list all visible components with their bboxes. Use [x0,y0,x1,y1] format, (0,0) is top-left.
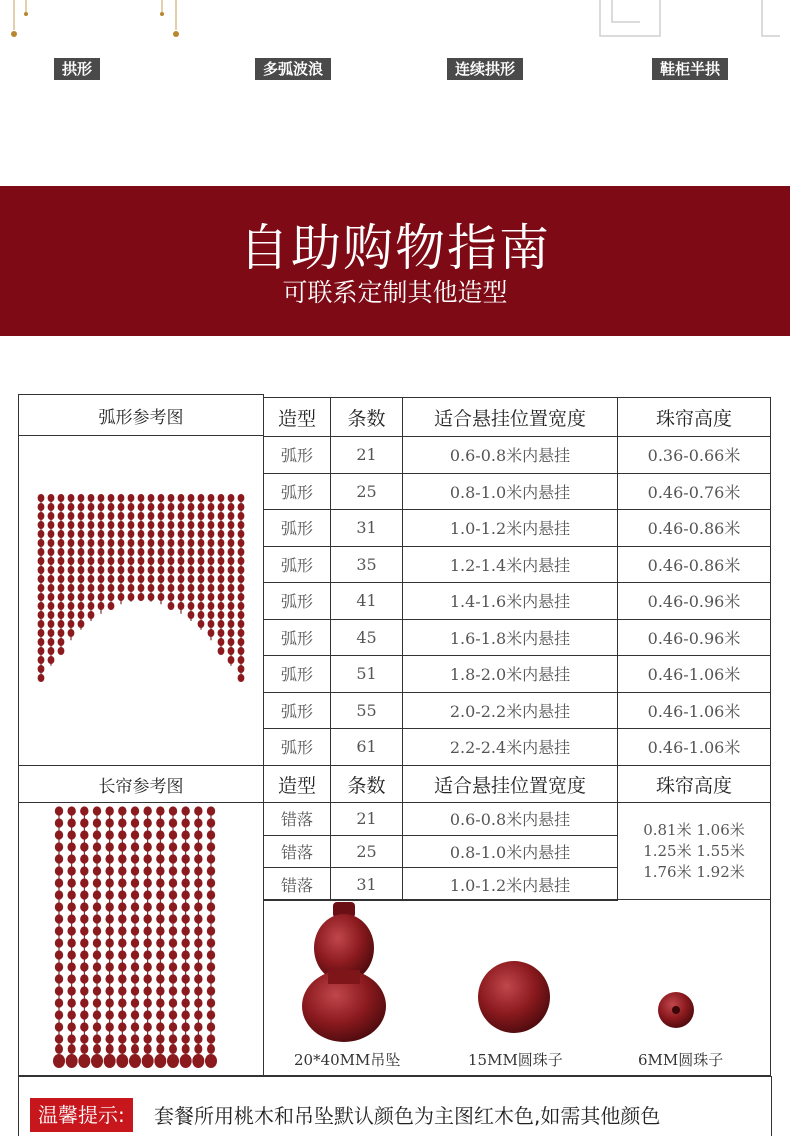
arc-cell-height: 0.46-1.06米 [617,655,771,693]
arc-cell-shape: 弧形 [263,473,331,511]
style-preview-images [0,0,790,50]
bead-caption-6mm: 6MM圆珠子 [638,1051,724,1069]
arc-cell-count: 45 [330,619,403,657]
arc-cell-shape: 弧形 [263,546,331,584]
arc-cell-height: 0.46-0.96米 [617,619,771,657]
arc-cell-count: 21 [330,436,403,474]
arc-cell-height: 0.46-1.06米 [617,728,771,766]
long-height-line: 0.81米 1.06米 [643,820,745,839]
arc-cell-width: 1.4-1.6米内悬挂 [402,582,618,620]
arc-cell-shape: 弧形 [263,728,331,766]
arc-cell-shape: 弧形 [263,692,331,730]
arc-cell-height: 0.36-0.66米 [617,436,771,474]
arc-cell-count: 25 [330,473,403,511]
arc-header-count: 条数 [330,397,403,437]
long-header-shape: 造型 [263,765,331,803]
style-label-multi-wave: 多弧波浪 [255,58,331,80]
gourd-pendant-icon [302,902,386,1042]
long-cell-width: 0.8-1.0米内悬挂 [402,835,618,869]
arc-cell-width: 2.2-2.4米内悬挂 [402,728,618,766]
arc-header-height: 珠帘高度 [617,397,771,437]
arc-header-shape: 造型 [263,397,331,437]
arc-cell-shape: 弧形 [263,582,331,620]
arc-cell-shape: 弧形 [263,619,331,657]
style-label-shoe-cabinet: 鞋柜半拱 [652,58,728,80]
long-header-count: 条数 [330,765,403,803]
bead-caption-pendant: 20*40MM吊坠 [294,1051,401,1069]
long-header-width: 适合悬挂位置宽度 [402,765,618,803]
style-label-arch: 拱形 [54,58,100,80]
arc-cell-height: 0.46-0.86米 [617,509,771,547]
long-heights-cell [617,802,771,900]
long-cell-count: 31 [330,867,403,901]
round-bead-15mm-icon [478,961,550,1033]
long-cell-shape: 错落 [263,835,331,869]
arc-cell-width: 0.6-0.8米内悬挂 [402,436,618,474]
long-cell-count: 25 [330,835,403,869]
arc-cell-count: 35 [330,546,403,584]
arc-cell-width: 1.2-1.4米内悬挂 [402,546,618,584]
style-label-continuous-arch: 连续拱形 [447,58,523,80]
long-curtain-illustration [19,803,263,1075]
long-height-line: 1.76米 1.92米 [643,862,745,881]
arc-cell-count: 41 [330,582,403,620]
banner-subtitle: 可联系定制其他造型 [282,278,508,307]
tip-label: 温馨提示: [30,1098,133,1132]
arc-header-width: 适合悬挂位置宽度 [402,397,618,437]
long-ref-image [18,802,264,1076]
arc-cell-width: 1.8-2.0米内悬挂 [402,655,618,693]
arc-cell-count: 55 [330,692,403,730]
tip-text: 套餐所用桃木和吊坠默认颜色为主图红木色,如需其他颜色 [154,1104,661,1128]
arc-cell-width: 1.6-1.8米内悬挂 [402,619,618,657]
long-cell-width: 0.6-0.8米内悬挂 [402,802,618,836]
arc-cell-count: 51 [330,655,403,693]
arc-cell-width: 2.0-2.2米内悬挂 [402,692,618,730]
arc-cell-count: 61 [330,728,403,766]
arc-cell-height: 0.46-0.86米 [617,546,771,584]
long-header-height: 珠帘高度 [617,765,771,803]
banner-title: 自助购物指南 [239,219,551,277]
arc-ref-title: 弧形参考图 [18,394,264,436]
arc-cell-width: 0.8-1.0米内悬挂 [402,473,618,511]
long-ref-title: 长帘参考图 [18,765,264,803]
long-cell-count: 21 [330,802,403,836]
arc-curtain-illustration [19,436,263,765]
round-bead-6mm-icon [658,992,694,1028]
long-cell-width: 1.0-1.2米内悬挂 [402,867,618,901]
arc-cell-shape: 弧形 [263,509,331,547]
arc-cell-width: 1.0-1.2米内悬挂 [402,509,618,547]
arc-cell-shape: 弧形 [263,655,331,693]
arc-cell-shape: 弧形 [263,436,331,474]
arc-ref-image [18,435,264,766]
arc-cell-height: 0.46-0.96米 [617,582,771,620]
arc-cell-count: 31 [330,509,403,547]
long-cell-shape: 错落 [263,802,331,836]
long-cell-shape: 错落 [263,867,331,901]
bead-caption-15mm: 15MM圆珠子 [468,1051,563,1069]
long-height-line: 1.25米 1.55米 [643,841,745,860]
arc-cell-height: 0.46-1.06米 [617,692,771,730]
arc-cell-height: 0.46-0.76米 [617,473,771,511]
